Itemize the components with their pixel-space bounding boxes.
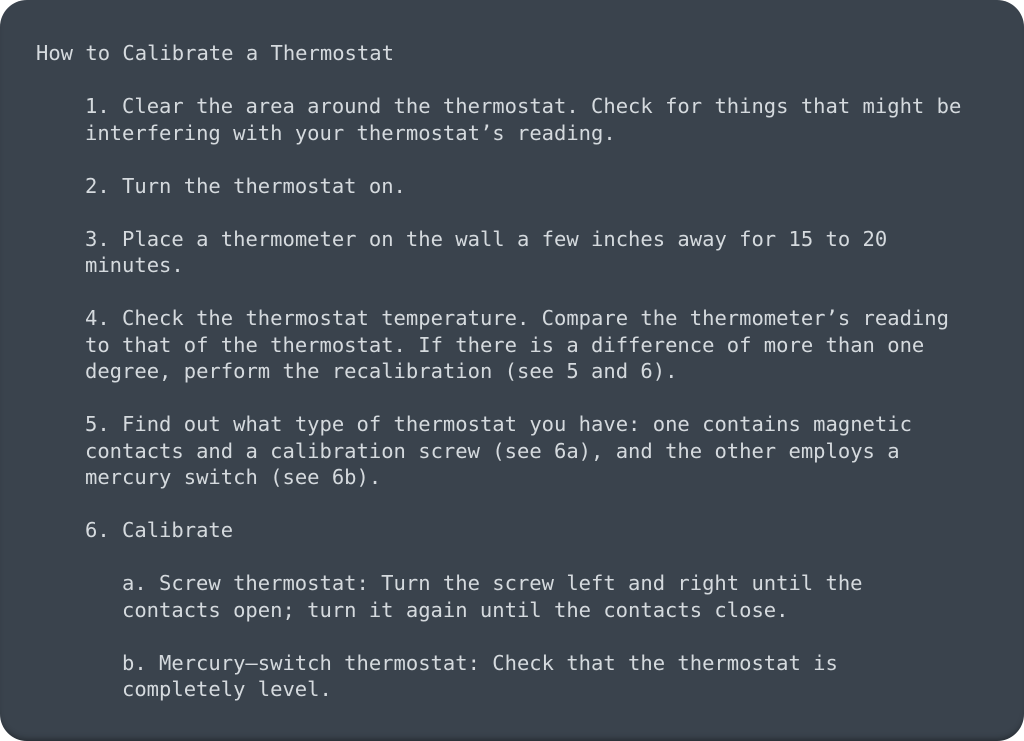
step-line: 6. Calibrate [85, 518, 234, 542]
steps-list [36, 93, 996, 703]
step-item [36, 93, 996, 146]
step-line: 1. Clear the area around the thermostat. Check for things that might be [85, 94, 962, 118]
step-item [36, 517, 996, 544]
step-line: degree, perform the recalibration (see 5 and 6). [85, 359, 678, 383]
step-item [36, 305, 996, 385]
step-line: 2. Turn the thermostat on. [85, 173, 406, 198]
step-item [36, 411, 996, 491]
step-item [36, 650, 996, 703]
step-line: 4. Check the thermostat temperature. Compare the thermometer’s reading [85, 306, 949, 330]
step-line: b. Mercury–switch thermostat: Check that the thermostat is [122, 650, 838, 675]
step-line: to that of the thermostat. If there is a difference of more than one [85, 332, 925, 357]
step-line: contacts open; turn it again until the contacts close. [122, 597, 789, 622]
step-line: completely level. [122, 677, 332, 701]
step-line: 3. Place a thermometer on the wall a few inches away for 15 to 20 [85, 226, 888, 251]
step-item [36, 226, 996, 279]
step-item [36, 570, 996, 623]
step-line: mercury switch (see 6b). [85, 465, 382, 489]
step-line: minutes. [85, 253, 184, 277]
page-title: How to Calibrate a Thermostat [36, 41, 394, 65]
step-line: a. Screw thermostat: Turn the screw left and right until the [122, 571, 863, 595]
step-item [36, 173, 996, 200]
step-line: interfering with your thermostat’s reading. [85, 120, 616, 145]
step-line: contacts and a calibration screw (see 6a), and the other employs a [85, 438, 900, 463]
step-line: 5. Find out what type of thermostat you have: one contains magnetic [85, 412, 912, 436]
